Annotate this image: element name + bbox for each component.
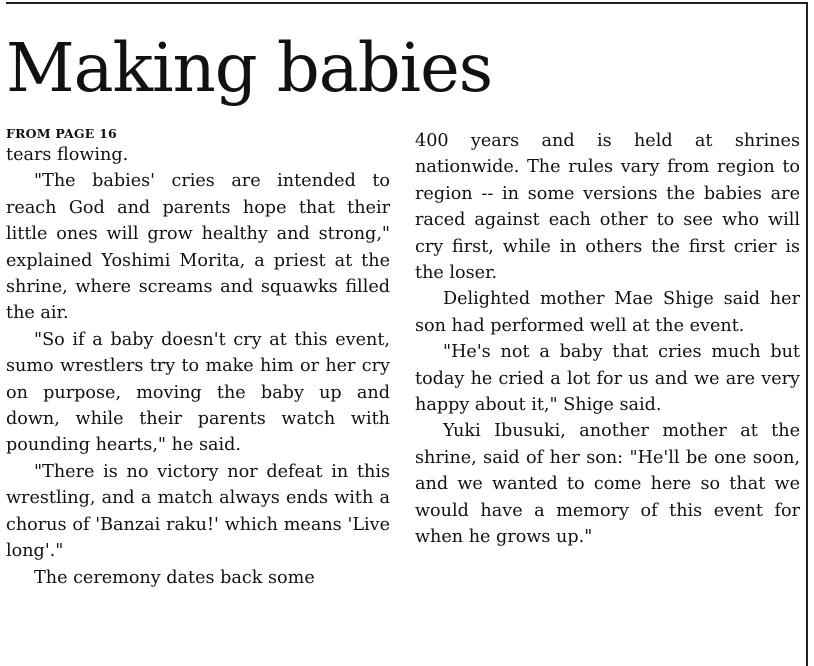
paragraph: Yuki Ibusuki, another mother at the shrine, said of her son: "He'll be one soon, and we wanted to come here so that we would have a memory of this event for when he grows up." — [415, 421, 800, 548]
paragraph: tears flowing. — [6, 145, 129, 165]
paragraph: "The babies' cries are intended to reach God and parents hope that their little ones will grow healthy and strong," explained Yoshimi Morita, a priest at the shrine, where screams and squawks filled the air. — [6, 171, 390, 324]
top-rule — [6, 2, 808, 4]
left-column — [6, 126, 390, 591]
jump-line: FROM PAGE 16 — [6, 126, 117, 141]
paragraph: "He's not a baby that cries much but today he cried a lot for us and we are very happy about it," Shige said. — [415, 342, 800, 416]
paragraph: Delighted mother Mae Shige said her son had performed well at the event. — [415, 289, 800, 336]
paragraph: The ceremony dates back some — [34, 567, 315, 588]
headline: Making babies — [6, 29, 493, 107]
right-rule — [806, 2, 808, 666]
right-column — [415, 128, 800, 551]
paragraph: "There is no victory nor defeat in this wrestling, and a match always ends with a chorus of 'Banzai raku!' which means 'Live long'." — [6, 461, 390, 562]
paragraph: 400 years and is held at shrines nationwide. The rules vary from region to region -- in some versions the babies are raced against each other to see who will cry first, while in others the first crier is the loser. — [415, 131, 800, 284]
paragraph: "So if a baby doesn't cry at this event, sumo wrestlers try to make him or her cry on purpose, moving the baby up and down, while their parents watch with pounding hearts," he said. — [6, 329, 390, 456]
